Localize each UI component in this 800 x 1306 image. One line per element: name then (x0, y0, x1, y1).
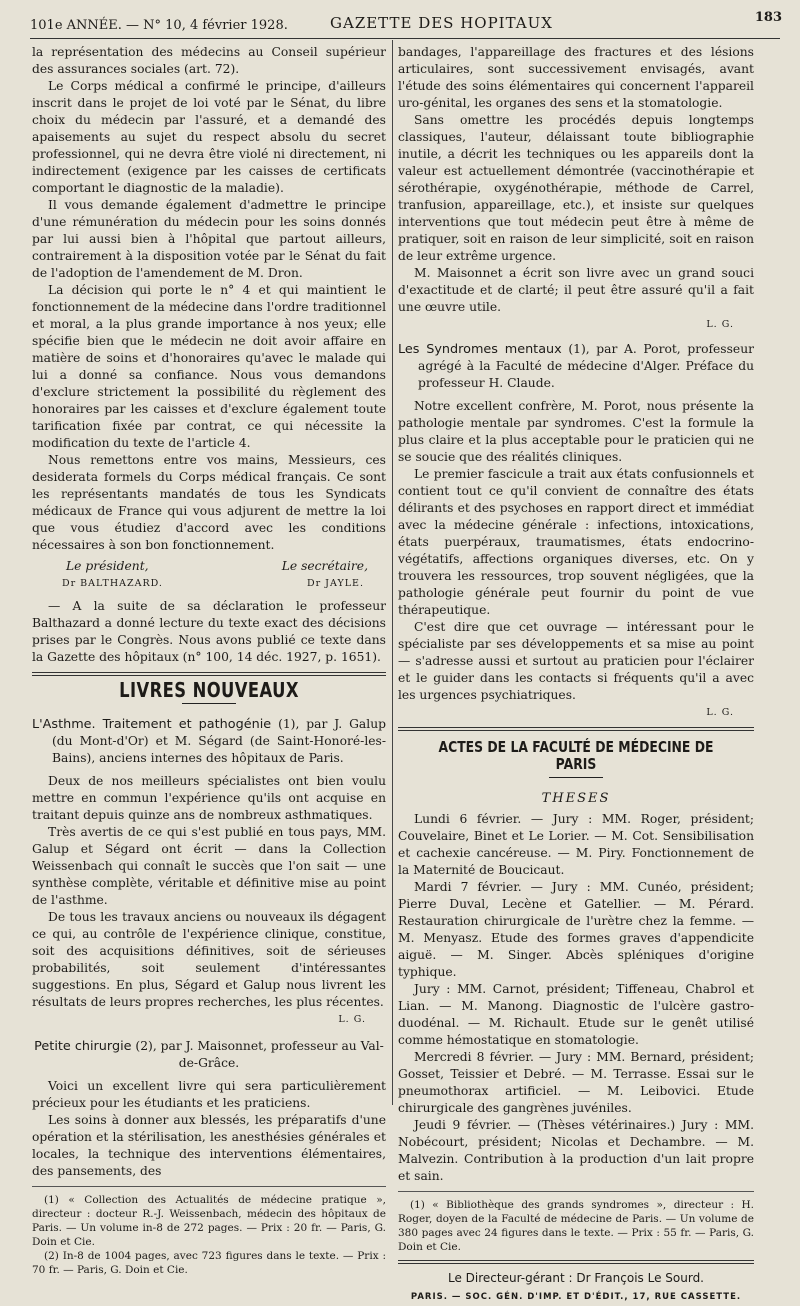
footnote-rule (32, 1186, 386, 1187)
column-divider (392, 40, 393, 1105)
printer-line: PARIS. — SOC. GÉN. D'IMP. ET D'ÉDIT., 17, RUE CASSETTE. (410, 1292, 742, 1302)
book-title: Petite chirurgie (34, 1039, 132, 1054)
book-details: (1), par A. Porot, professeur agrégé à la Faculté de médecine d'Alger. Préface du professeur H. Claude. (418, 342, 754, 390)
paragraph: De tous les travaux anciens ou nouveaux ils dégagent ce qui, au contrôle de l'expérience clinique, constitue, soit des acquisitions définitives, soit de sérieuses probabilités, soit seulement d'intéressantes suggestions. En plus, Ségard et Galup nous livrent les résultats de leurs propres recherches, les plus récentes. (32, 910, 386, 1009)
title-underline (549, 777, 603, 778)
footnotes (32, 1193, 386, 1277)
footnote-rule (398, 1191, 754, 1192)
paragraph: Notre excellent confrère, M. Porot, nous présente la pathologie mentale par syndromes. C'est la formule la plus claire et la plus acceptable pour le praticien qui ne se soucie que des réalités cliniques. (398, 399, 754, 464)
paragraph: — A la suite de sa déclaration le professeur Balthazard a donné lecture du texte exact des décisions prises par le Congrès. Nous avons publié ce texte dans la Gazette des hôpitaux (n° 100, 14 déc. 1927, p. 1651). (32, 599, 386, 664)
footnote: (1) « Bibliothèque des grands syndromes », directeur : H. Roger, doyen de la Faculté de médecine de Paris. — Un volume de 380 pages avec 24 figures dans le texte. — Prix : 55 fr. — Paris, G. Doin et Cie. (398, 1199, 754, 1253)
right-column (398, 44, 754, 1306)
paragraph: Le premier fascicule a trait aux états confusionnels et contient tout ce qu'il convient de connaître des états délirants et des psychoses en rapport direct et immédiat avec la médecine générale : infections, intoxications, états puerpéraux, traumatismes, états endocrino-végétatifs, affections organiques diverses, etc. On y trouvera les ressources, trop souvent négligées, que la pathologie générale peut fournir du point de vue thérapeutique. (398, 467, 754, 617)
paragraph: Nous remettons entre vos mains, Messieurs, ces desiderata formels du Corps médical français. Ce sont les représentants mandatés de tous les Syndicats médicaux de France qui vous adjurent de mettre la loi que vous étudiez d'accord avec les conditions nécessaires à son bon fonctionnement. (32, 453, 386, 552)
thesis-entry: Lundi 6 février. — Jury : MM. Roger, président; Couvelaire, Binet et Le Lorier. — M. Cot. Sensibilisation et cachexie cancéreuse. — M. Piry. Fonctionnement de la Maternité de Boucicaut. (398, 812, 754, 877)
section-rule (32, 672, 386, 676)
paragraph: Le Corps médical a confirmé le principe, d'ailleurs inscrit dans le projet de loi voté par le Sénat, du libre choix du médecin par l'assuré, et a demandé des apaisements au sujet du respect absolu du secret professionnel, qui ne devra être violé ni directement, ni indirectement (exigence par les caisses de certificats comportant le diagnostic de la maladie). (32, 79, 386, 195)
thesis-entry: Jury : MM. Carnot, président; Tiffeneau, Chabrol et Lian. — M. Manong. Diagnostic de l'ulcère gastro-duodénal. — M. Richault. Etude sur le genêt utilisé comme hémostatique en stomatologie. (398, 982, 754, 1047)
theses-heading: THESES (541, 791, 611, 806)
book-details: (2), par J. Maisonnet, professeur au Val-de-Grâce. (135, 1039, 384, 1070)
paragraph: Sans omettre les procédés depuis longtemps classiques, l'auteur, délaissant toute bibliographie inutile, a décrit les techniques ou les appareils dont la valeur est actuellement démontrée (vaccinothérapie et sérothérapie, oxygénothérapie, méthode de Carrel, tranfusion, appareillage, etc.), et insiste sur quelques interventions que tout médecin peut être à même de pratiquer, soit en raison de leur simplicité, soit en raison de leur extrême urgence. (398, 113, 754, 263)
footnote: (2) In-8 de 1004 pages, avec 723 figures dans le texte. — Prix : 70 fr. — Paris, G. Doin et Cie. (32, 1250, 386, 1276)
paragraph: Il vous demande également d'admettre le principe d'une rémunération du médecin pour les soins donnés par lui aussi bien à l'hôpital que partout ailleurs, contrairement à la disposition votée par le Sénat du fait de l'adoption de l'amendement de M. Dron. (32, 198, 386, 280)
left-column (32, 44, 386, 1277)
author-initials: L. G. (338, 1014, 366, 1025)
section-title: LIVRES NOUVEAUX (119, 678, 299, 702)
book-heading (32, 716, 386, 767)
secretaire-name: Dr JAYLE. (307, 578, 364, 589)
book-details: (1), par J. Galup (du Mont-d'Or) et M. Ségard (de Saint-Honoré-les-Bains), anciens internes des hôpitaux de Paris. (52, 717, 386, 765)
signature-names (32, 575, 386, 592)
book-heading (32, 1038, 386, 1072)
author-initials: L. G. (706, 319, 734, 330)
president-name: Dr BALTHAZARD. (62, 578, 163, 589)
paragraph: La décision qui porte le n° 4 et qui maintient le fonctionnement de la médecine dans l'ordre traditionnel et moral, a la plus grande importance à nos yeux; elle spécifie bien que le médecin ne doit avoir affaire en matière de soins et d'honoraires qu'avec le malade qui lui a donné sa confiance. Nous vous demandons d'exclure strictement la possibilité du règlement des honoraires par les caisses et d'exclure également toute tarification fixée par contrat, ce qui nécessite la modification du texte de l'article 4. (32, 283, 386, 450)
header-rule (30, 38, 780, 39)
section-rule (398, 727, 754, 731)
paragraph: M. Maisonnet a écrit son livre avec un grand souci d'exactitude et de clarté; il peut être assuré qu'il a fait une œuvre utile. (398, 266, 754, 314)
signature-labels (32, 558, 386, 575)
paragraph: Les soins à donner aux blessés, les préparatifs d'une opération et la stérilisation, les anesthésies générales et locales, la technique des interventions élémentaires, des pansements, des (32, 1113, 386, 1178)
book-heading (398, 341, 754, 392)
page-header (30, 8, 782, 34)
thesis-entry: Jeudi 9 février. — (Thèses vétérinaires.) Jury : MM. Nobécourt, président; Nicolas et Dechambre. — M. Malvezin. Contribution à la production d'un lait propre et sain. (398, 1118, 754, 1183)
footnotes (398, 1198, 754, 1254)
section-title: ACTES DE LA FACULTÉ DE MÉDECINE DE PARIS (438, 738, 714, 773)
paragraph: Très avertis de ce qui s'est publié en tous pays, MM. Galup et Ségard ont écrit — dans la Collection Weissenbach qui connaît le succès que l'on sait — une synthèse complète, véritable et définitive mise au point de l'asthme. (32, 825, 386, 907)
book-title: L'Asthme. Traitement et pathogénie (32, 717, 272, 732)
issue-info: 101e ANNÉE. — N° 10, 4 février 1928. (30, 18, 288, 33)
president-label: Le président, (66, 559, 149, 573)
paragraph: C'est dire que cet ouvrage — intéressant pour le spécialiste par ses développements et sa mise au point — s'adresse aussi et surtout au praticien pour l'éclairer et le guider dans les contacts si fréquents qu'il a avec les urgences psychiatriques. (398, 620, 754, 702)
paragraph: Voici un excellent livre qui sera particulièrement précieux pour les étudiants et les praticiens. (32, 1079, 386, 1110)
secretaire-label: Le secrétaire, (281, 559, 368, 573)
journal-title: GAZETTE DES HOPITAUX (330, 14, 553, 32)
paragraph: la représentation des médecins au Conseil supérieur des assurances sociales (art. 72). (32, 45, 386, 76)
page-number: 183 (754, 10, 782, 25)
director-line: Le Directeur-gérant : Dr François Le Sourd. (448, 1271, 704, 1285)
paragraph: bandages, l'appareillage des fractures et des lésions articulaires, sont successivement envisagés, avant l'étude des soins élémentaires qui concernent l'appareil uro-génital, les organes des sens et la stomatologie. (398, 45, 754, 110)
gerant-rule (398, 1260, 754, 1264)
footnote: (1) « Collection des Actualités de médecine pratique », directeur : docteur R.-J. Weissenbach, médecin des hôpitaux de Paris. — Un volume in-8 de 272 pages. — Prix : 20 fr. — Paris, G. Doin et Cie. (32, 1194, 386, 1248)
author-initials: L. G. (706, 707, 734, 718)
thesis-entry: Mercredi 8 février. — Jury : MM. Bernard, président; Gosset, Teissier et Debré. — M. Terrasse. Essai sur le pneumothorax artificiel. — M. Leibovici. Etude chirurgicale des gangrènes juvéniles. (398, 1050, 754, 1115)
paragraph: Deux de nos meilleurs spécialistes ont bien voulu mettre en commun l'expérience qu'ils ont acquise en traitant depuis quinze ans de nombreux asthmatiques. (32, 774, 386, 822)
thesis-entry: Mardi 7 février. — Jury : MM. Cunéo, président; Pierre Duval, Lecène et Gatellier. — M. Pérard. Restauration chirurgicale de l'urètre chez la femme. — M. Menyasz. Etude des formes graves d'appendicite aiguë. — M. Singer. Abcès spléniques d'origine typhique. (398, 880, 754, 979)
book-title: Les Syndromes mentaux (398, 342, 562, 357)
title-underline (182, 703, 236, 704)
